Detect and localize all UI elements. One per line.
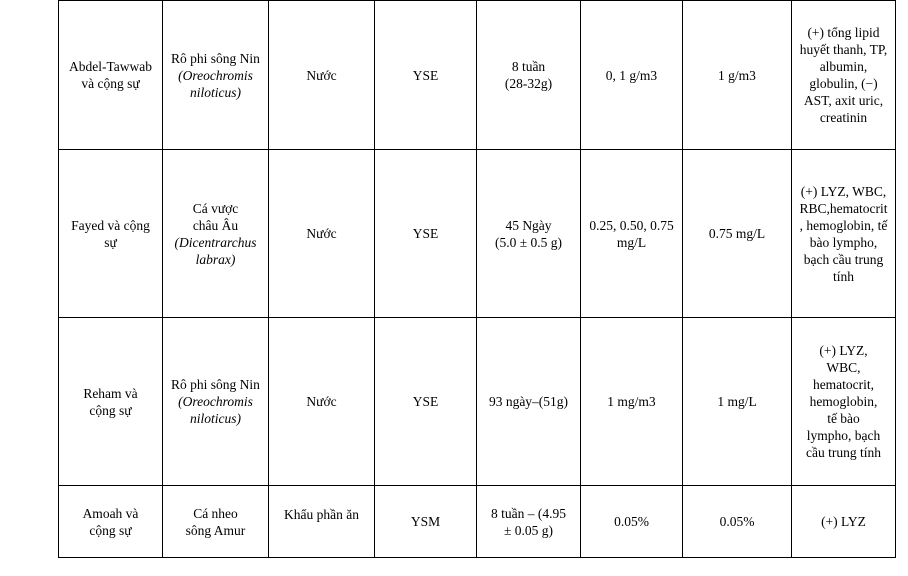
medium-cell: Nước <box>269 150 375 318</box>
optimal-dose-cell: 0.05% <box>683 486 792 558</box>
medium-cell: Khẩu phần ăn <box>269 486 375 558</box>
species-common-name: Rô phi sông Nin <box>171 50 260 66</box>
table-row <box>59 318 896 486</box>
species-cell <box>163 318 269 486</box>
table-row <box>59 486 896 558</box>
species-common-name: Rô phi sông Nin <box>171 377 260 392</box>
product-cell: YSE <box>375 318 477 486</box>
author-cell: Abdel-Tawwab và cộng sự <box>59 1 163 150</box>
duration-cell: 8 tuần – (4.95 ± 0.05 g) <box>477 486 581 558</box>
effect-cell: (+) LYZ, WBC, hematocrit, hemoglobin, tế bào lympho, bạch cầu trung tính <box>792 318 896 486</box>
species-cell <box>163 1 269 150</box>
author-cell: Reham và cộng sự <box>59 318 163 486</box>
product-cell: YSE <box>375 150 477 318</box>
table-row <box>59 1 896 150</box>
effect-cell: (+) LYZ <box>792 486 896 558</box>
species-cell: Cá nheo sông Amur <box>163 486 269 558</box>
study-table <box>58 0 896 558</box>
duration-cell: 93 ngày–(51g) <box>477 318 581 486</box>
optimal-dose-cell: 1 mg/L <box>683 318 792 486</box>
author-cell: Fayed và cộng sự <box>59 150 163 318</box>
species-cell <box>163 150 269 318</box>
dose-cell: 1 mg/m3 <box>581 318 683 486</box>
duration-cell: 45 Ngày (5.0 ± 0.5 g) <box>477 150 581 318</box>
species-common-name: Cá vược châu Âu <box>192 200 239 233</box>
effect-cell: (+) LYZ, WBC, RBC,hematocrit , hemoglobin, tế bào lympho, bạch cầu trung tính <box>792 150 896 318</box>
optimal-dose-cell: 1 g/m3 <box>683 1 792 150</box>
species-scientific-name: (Dicentrarchus labrax) <box>174 234 257 267</box>
medium-cell: Nước <box>269 318 375 486</box>
species-scientific-name: (Oreochromis niloticus) <box>178 67 253 100</box>
dose-cell: 0.25, 0.50, 0.75 mg/L <box>581 150 683 318</box>
table-row <box>59 150 896 318</box>
species-scientific-name: (Oreochromis niloticus) <box>178 394 253 426</box>
medium-cell: Nước <box>269 1 375 150</box>
dose-cell: 0, 1 g/m3 <box>581 1 683 150</box>
dose-cell: 0.05% <box>581 486 683 558</box>
author-cell: Amoah và cộng sự <box>59 486 163 558</box>
optimal-dose-cell: 0.75 mg/L <box>683 150 792 318</box>
product-cell: YSM <box>375 486 477 558</box>
product-cell: YSE <box>375 1 477 150</box>
effect-cell: (+) tổng lipid huyết thanh, TP, albumin, globulin, (−) AST, axit uric, creatinin <box>792 1 896 150</box>
duration-cell: 8 tuần (28-32g) <box>477 1 581 150</box>
